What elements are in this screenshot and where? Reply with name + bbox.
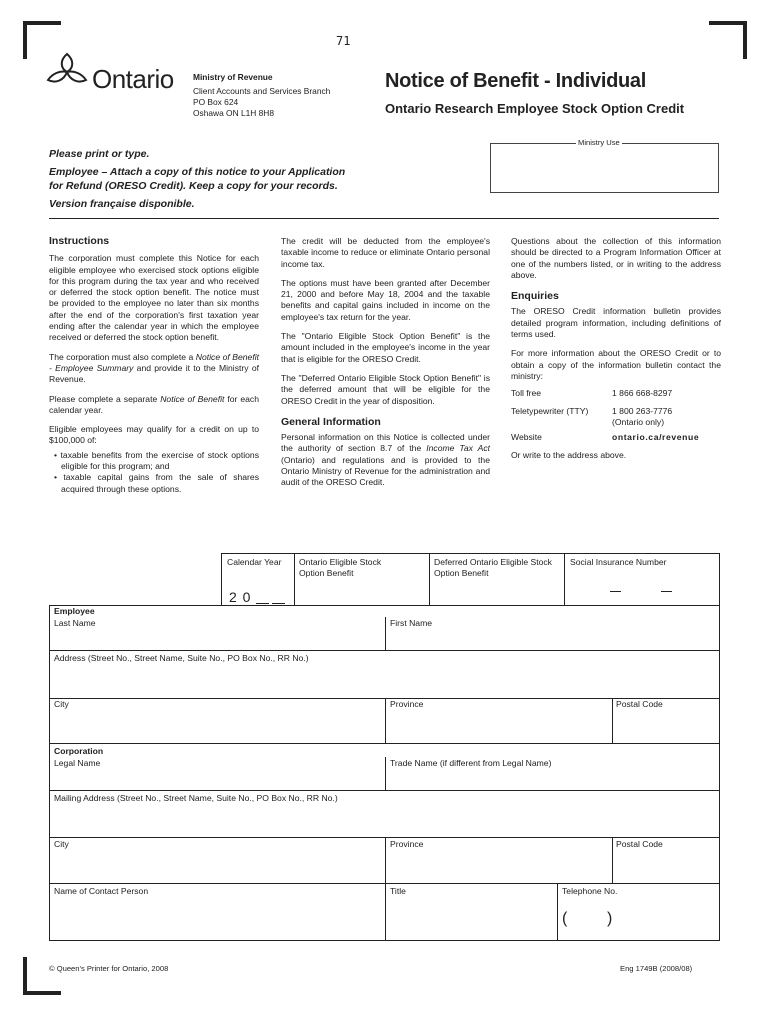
- ministry-city: Oshawa ON L1H 8H8: [193, 108, 274, 118]
- tty-note: (Ontario only): [612, 417, 665, 428]
- city-label: City: [54, 699, 69, 709]
- tty-label: Teletypewriter (TTY): [511, 406, 589, 417]
- write-address-note: Or write to the address above.: [511, 450, 627, 461]
- corp-province-input[interactable]: [387, 852, 611, 882]
- legal-name-input[interactable]: [50, 770, 383, 790]
- corp-postal-code-label: Postal Code: [616, 839, 663, 849]
- page-title: Notice of Benefit - Individual: [385, 70, 647, 92]
- sin-label: Social Insurance Number: [570, 557, 667, 567]
- mailing-address-label: Mailing Address (Street No., Street Name, Suite No., PO Box No., RR No.): [54, 793, 338, 803]
- credit-info-column: [281, 236, 490, 489]
- tty-row: [511, 406, 721, 429]
- eligible-benefit-input[interactable]: [296, 580, 427, 604]
- toll-free-value: 1 866 668-8297: [612, 388, 673, 399]
- telephone-label: Telephone No.: [562, 886, 618, 896]
- ministry-address: [193, 72, 330, 119]
- deferred-benefit-input[interactable]: [431, 580, 562, 604]
- postal-code-label: Postal Code: [616, 699, 663, 709]
- credit-paragraph-3: The "Ontario Eligible Stock Option Benefit" is the amount included in the employee's income in the year that is eligible for the ORESO Credit.: [281, 331, 490, 364]
- corp-city-input[interactable]: [50, 852, 383, 882]
- corp-province-label: Province: [390, 839, 424, 849]
- french-version-note: Version française disponible.: [49, 198, 195, 210]
- credit-paragraph-2: The options must have been granted after December 21, 2000 and before May 18, 2004 and the taxable benefits and capital gains included in income on the employee's tax return for the year.: [281, 277, 490, 322]
- intro-block: [49, 147, 479, 211]
- ontario-logo: [44, 50, 184, 96]
- year-prefix: 2 0: [229, 589, 252, 605]
- calendar-year-input[interactable]: [229, 589, 291, 605]
- last-name-label: Last Name: [54, 618, 96, 628]
- contact-person-input[interactable]: [50, 898, 383, 938]
- corp-city-label: City: [54, 839, 69, 849]
- legal-name-label: Legal Name: [54, 758, 101, 768]
- last-name-input[interactable]: [50, 630, 383, 650]
- instructions-paragraph-1: The corporation must complete this Notice for each eligible employee who exercised stock options eligible for this program during the tax year and who received or deferred the stock option benefit. The notice must be provided to the employee no later than six months after the end of the corporation's first taxation year ending after the calendar year in which the employee received or deferred the stock option benefit.: [49, 253, 259, 343]
- instructions-heading: Instructions: [49, 235, 110, 247]
- website-row: [511, 432, 721, 444]
- ministry-po-box: PO Box 624: [193, 97, 239, 107]
- province-input[interactable]: [387, 712, 611, 742]
- address-label: Address (Street No., Street Name, Suite No., PO Box No., RR No.): [54, 653, 309, 663]
- website-label: Website: [511, 432, 542, 443]
- instructions-paragraph-4: Eligible employees may qualify for a credit on up to $100,000 of:: [49, 424, 259, 446]
- trade-name-label: Trade Name (if different from Legal Name): [390, 758, 552, 768]
- form-id: Eng 1749B (2008/08): [620, 964, 693, 973]
- instructions-paragraph-2: The corporation must also complete a Notice of Benefit - Employee Summary and provide it to the Ministry of Revenue.: [49, 351, 259, 385]
- page-number: 71: [336, 34, 351, 48]
- city-input[interactable]: [50, 712, 383, 742]
- enquiries-paragraph-1: The ORESO Credit information bulletin provides detailed program information, including definitions of terms used.: [511, 306, 721, 340]
- instructions-paragraph-3: Please complete a separate Notice of Benefit for each calendar year.: [49, 393, 259, 415]
- deferred-benefit-label: Deferred Ontario Eligible Stock Option Benefit: [434, 557, 552, 578]
- ministry-use-label: Ministry Use: [578, 138, 620, 147]
- mailing-address-input[interactable]: [50, 806, 718, 836]
- ministry-use-box: [490, 143, 719, 193]
- trillium-icon: [44, 50, 90, 94]
- instructions-bullet-1: • taxable benefits from the exercise of stock options eligible for this program; and: [54, 449, 259, 472]
- general-info-paragraph: Personal information on this Notice is collected under the authority of section 8.7 of the Income Tax Act (Ontario) and regulations and is provided to the Ontario Ministry of Revenue for the administration and audit of the ORESO Credit.: [281, 432, 491, 488]
- first-name-label: First Name: [390, 618, 433, 628]
- postal-code-input[interactable]: [614, 712, 718, 742]
- instructions-column: [49, 236, 259, 495]
- page-subtitle: Ontario Research Employee Stock Option Credit: [385, 101, 685, 116]
- website-value[interactable]: ontario.ca/revenue: [612, 432, 700, 443]
- attach-instruction-1: Employee – Attach a copy of this notice to your Application: [49, 166, 346, 178]
- ministry-branch: Client Accounts and Services Branch: [193, 86, 331, 96]
- print-instruction: Please print or type.: [49, 148, 150, 160]
- credit-paragraph-4: The "Deferred Ontario Eligible Stock Option Benefit" is the deferred amount that will be eligible for the ORESO Credit in the year of disposition.: [281, 372, 490, 406]
- contact-title-label: Title: [390, 886, 406, 896]
- tty-value: 1 800 263-7776: [612, 406, 673, 417]
- address-input[interactable]: [50, 666, 718, 696]
- credit-paragraph-1: The credit will be deducted from the employee's taxable income to reduce or eliminate Ontario personal income tax.: [281, 236, 490, 269]
- contact-title-input[interactable]: [387, 898, 555, 938]
- area-code-open: (: [562, 910, 568, 927]
- enquiries-heading: Enquiries: [511, 290, 559, 303]
- corporation-heading: Corporation: [54, 746, 104, 756]
- area-code-close: ): [607, 910, 613, 927]
- corp-postal-code-input[interactable]: [614, 852, 718, 882]
- general-info-heading: General Information: [281, 415, 381, 428]
- instructions-bullet-2: • taxable capital gains from the sale of shares acquired through these options.: [54, 472, 259, 494]
- toll-free-label: Toll free: [511, 388, 542, 399]
- toll-free-row: [511, 388, 721, 400]
- logo-wordmark: Ontario: [92, 64, 174, 94]
- trade-name-input[interactable]: [387, 770, 718, 790]
- employee-heading: Employee: [54, 606, 95, 616]
- enquiries-column: [511, 236, 721, 462]
- copyright: © Queen's Printer for Ontario, 2008: [49, 964, 169, 973]
- telephone-input[interactable]: [559, 898, 718, 938]
- first-name-input[interactable]: [387, 630, 718, 650]
- section-divider: [49, 218, 719, 219]
- contact-person-label: Name of Contact Person: [54, 886, 149, 896]
- ministry-name: Ministry of Revenue: [193, 72, 273, 82]
- attach-instruction-2: for Refund (ORESO Credit). Keep a copy for your records.: [49, 180, 338, 192]
- enquiries-paragraph-2: For more information about the ORESO Credit or to obtain a copy of the information bulletin contact the ministry:: [511, 348, 721, 381]
- questions-paragraph: Questions about the collection of this information should be directed to a Program Information Officer at one of the numbers listed, or in writing to the address above.: [511, 236, 721, 280]
- eligible-benefit-label: Ontario Eligible Stock Option Benefit: [299, 557, 382, 578]
- province-label: Province: [390, 699, 424, 709]
- sin-input[interactable]: [566, 580, 718, 604]
- calendar-year-label: Calendar Year: [227, 557, 282, 567]
